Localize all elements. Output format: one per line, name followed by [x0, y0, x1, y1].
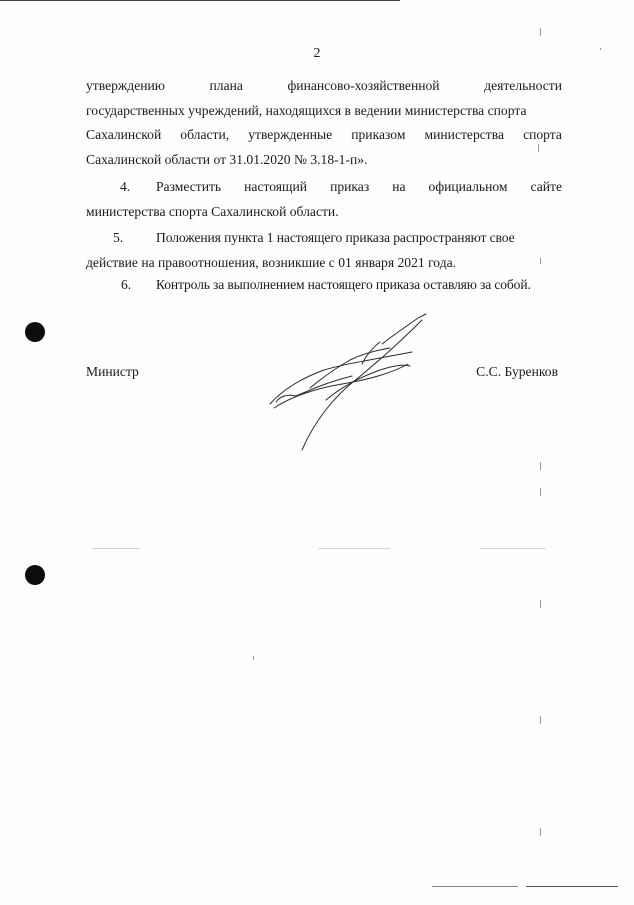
scan-speck	[540, 488, 541, 496]
word: финансово-хозяйственной	[287, 78, 440, 93]
punch-hole	[25, 565, 45, 585]
word: официальном	[428, 179, 508, 194]
scan-speck	[480, 548, 546, 549]
word: Сахалинской	[86, 127, 162, 142]
text-line	[86, 123, 562, 148]
item-number: 5.	[113, 230, 124, 245]
item-6	[86, 273, 562, 298]
item-number: 6.	[121, 277, 132, 292]
scan-speck	[540, 462, 541, 470]
text-line: государственных учреждений, находящихся в ведении министерства спорта	[86, 102, 527, 118]
word: приказом	[351, 127, 406, 142]
paragraph-continuation	[86, 74, 562, 172]
word: утвержденные	[248, 127, 333, 142]
word: области,	[180, 127, 230, 142]
scan-speck	[600, 48, 601, 50]
punch-hole	[25, 322, 45, 342]
top-scan-rule	[0, 0, 400, 1]
scan-speck	[540, 600, 541, 608]
justified-words	[156, 175, 562, 200]
text-line	[86, 74, 562, 99]
bottom-scan-rule	[432, 886, 518, 887]
scan-speck	[540, 28, 541, 36]
text-line: министерства спорта Сахалинской области.	[86, 203, 339, 219]
word: настоящий	[244, 179, 308, 194]
word: сайте	[530, 179, 562, 194]
word: министерства	[424, 127, 504, 142]
scan-speck	[538, 144, 539, 152]
text-line	[86, 175, 562, 200]
word: утверждению	[86, 78, 165, 93]
signer-title: Министр	[86, 364, 139, 379]
text-line: Сахалинской области от 31.01.2020 № 3.18-1-п».	[86, 151, 368, 167]
text-line	[86, 273, 562, 298]
scan-speck	[540, 258, 541, 264]
scan-speck	[92, 548, 140, 549]
text-line	[86, 226, 562, 251]
signer-name: С.С. Буренков	[476, 364, 558, 379]
scan-speck	[253, 656, 254, 660]
word: на	[392, 179, 406, 194]
scan-speck	[540, 828, 541, 836]
word: спорта	[523, 127, 562, 142]
bottom-scan-rule	[526, 886, 618, 887]
word: приказ	[330, 179, 370, 194]
page-number: 2	[313, 46, 321, 61]
item-text: Положения пункта 1 настоящего приказа распространяют свое	[156, 230, 515, 245]
scan-speck	[540, 716, 541, 724]
handwritten-signature	[262, 304, 442, 454]
item-number: 4.	[120, 179, 131, 194]
item-4	[86, 175, 562, 224]
word: плана	[209, 78, 243, 93]
word: Разместить	[156, 179, 222, 194]
item-5	[86, 226, 562, 275]
text-line: действие на правоотношения, возникшие с 01 января 2021 года.	[86, 254, 457, 270]
scan-speck	[318, 548, 390, 549]
item-text: Контроль за выполнением настоящего приказа оставляю за собой.	[156, 277, 531, 292]
word: деятельности	[484, 78, 562, 93]
